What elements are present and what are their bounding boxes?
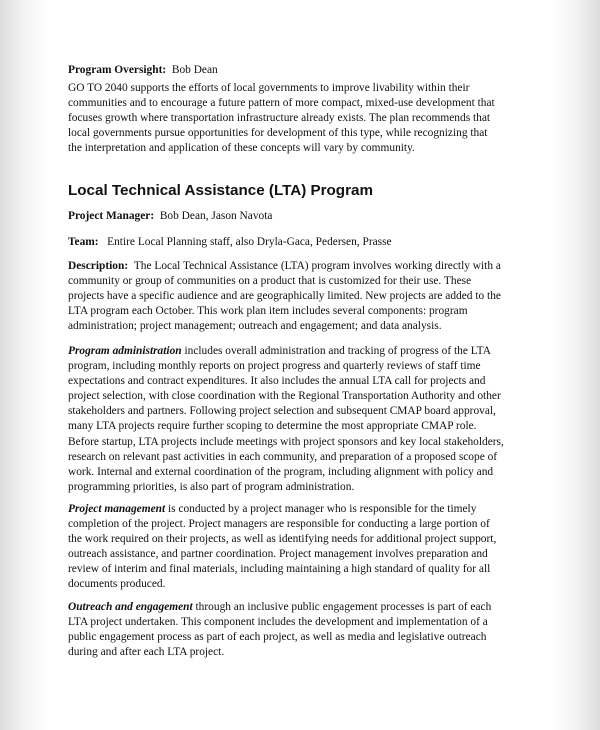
team-value: Entire Local Planning staff, also Dryla-Gaca, Pedersen, Prasse bbox=[107, 236, 392, 248]
oversight-text-line: focuses growth where transportation infrastructure already exists. The plan recommends that bbox=[68, 112, 491, 125]
description-label: Description: bbox=[68, 260, 129, 272]
description-text-line: administration; project management; outreach and engagement; and data analysis. bbox=[68, 320, 442, 333]
program-administration-first-line bbox=[68, 344, 542, 359]
outreach-engagement-paragraph bbox=[68, 600, 542, 660]
description-section bbox=[68, 259, 542, 334]
description-text-line: community or group of communities on a product that is customized for their use. These bbox=[68, 275, 472, 288]
project-management-text: is conducted by a project manager who is responsible for the timely bbox=[165, 503, 477, 515]
outreach-engagement-term: Outreach and engagement bbox=[68, 601, 193, 613]
program-administration-text: includes overall administration and tracking of progress of the LTA bbox=[181, 345, 491, 357]
program-oversight-section bbox=[68, 63, 542, 157]
project-manager-value: Bob Dean, Jason Navota bbox=[159, 210, 273, 222]
outreach-engagement-text-line: LTA project undertaken. This component includes the development and implementation of a bbox=[68, 616, 488, 629]
project-management-text-line: review of interim and final materials, including maintaining a high standard of quality for all bbox=[68, 563, 491, 576]
description-text-line: The Local Technical Assistance (LTA) program involves working directly with a bbox=[133, 260, 501, 272]
outreach-engagement-text-line: during and after each LTA project. bbox=[68, 646, 225, 659]
description-text-line: projects have a specific audience and are geographically limited. New projects are added to the bbox=[68, 290, 501, 303]
project-management-text-line: completion of the project. Project managers are responsible for conducting a large portion of bbox=[68, 518, 490, 531]
program-administration-text-line: stakeholders and partners. Following project selection and subsequent CMAP board approval, bbox=[68, 405, 496, 418]
project-management-paragraph bbox=[68, 502, 542, 593]
program-oversight-line bbox=[68, 63, 542, 78]
project-management-text-line: documents produced. bbox=[68, 578, 166, 591]
program-oversight-label: Program Oversight: bbox=[68, 64, 167, 76]
program-administration-text-line: project selection, with close coordination with the Regional Transportation Authority and other bbox=[68, 390, 501, 403]
project-management-text-line: outreach assistance, and partner coordination. Project management involves preparation and bbox=[68, 548, 488, 561]
section-title: Local Technical Assistance (LTA) Program bbox=[68, 182, 373, 199]
outreach-engagement-text-line: public engagement process as part of each project, as well as media and legislative outreach bbox=[68, 631, 487, 644]
program-oversight-value: Bob Dean bbox=[171, 64, 218, 76]
project-management-section bbox=[68, 502, 542, 593]
program-administration-paragraph bbox=[68, 344, 542, 495]
project-management-text-line: the work required on their projects, as well as identifying needs for additional project support, bbox=[68, 533, 497, 546]
program-administration-text-line: programming priorities, is also part of program administration. bbox=[68, 480, 355, 493]
description-first-line bbox=[68, 259, 542, 274]
description-text-line: LTA program each October. This work plan item includes several components: program bbox=[68, 305, 468, 318]
program-administration-text-line: work. Internal and external coordination of the program, including alignment with policy and bbox=[68, 465, 494, 478]
program-administration-section bbox=[68, 344, 542, 495]
program-administration-text-line: research on relevant past activities in each community, and preparation of a proposed scope of bbox=[68, 450, 498, 463]
team-label: Team: bbox=[68, 236, 99, 248]
team-line bbox=[68, 235, 542, 250]
program-administration-text-line: many LTA projects require further scoping to determine the most appropriate CMAP role. bbox=[68, 420, 477, 433]
project-management-term: Project management bbox=[68, 503, 166, 515]
section-heading-wrap bbox=[68, 181, 542, 200]
program-administration-text-line: Before startup, LTA projects include meetings with project sponsors and key local stakeholders, bbox=[68, 435, 504, 448]
oversight-text-line: the interpretation and application of these concepts will vary by community. bbox=[68, 142, 415, 155]
description-paragraph bbox=[68, 259, 542, 334]
program-administration-text-line: expectations and contract expenditures. It also includes the annual LTA call for projects and bbox=[68, 375, 486, 388]
outreach-engagement-section bbox=[68, 600, 542, 660]
oversight-text-line: local governments pursue opportunities for development of this type, while recognizing that bbox=[68, 127, 488, 140]
project-manager-label: Project Manager: bbox=[68, 210, 155, 222]
oversight-paragraph bbox=[68, 81, 542, 156]
program-administration-term: Program administration bbox=[68, 345, 182, 357]
oversight-text-line: GO TO 2040 supports the efforts of local governments to improve livability within their bbox=[68, 82, 470, 95]
project-manager-line bbox=[68, 209, 542, 224]
program-administration-text-line: program, including monthly reports on project progress and quarterly reviews of staff time bbox=[68, 360, 481, 373]
project-management-first-line bbox=[68, 502, 542, 517]
outreach-engagement-first-line bbox=[68, 600, 542, 615]
outreach-engagement-text: through an inclusive public engagement processes is part of each bbox=[192, 601, 492, 613]
oversight-text-line: communities and to encourage a future pattern of more compact, mixed-use development that bbox=[68, 97, 495, 110]
